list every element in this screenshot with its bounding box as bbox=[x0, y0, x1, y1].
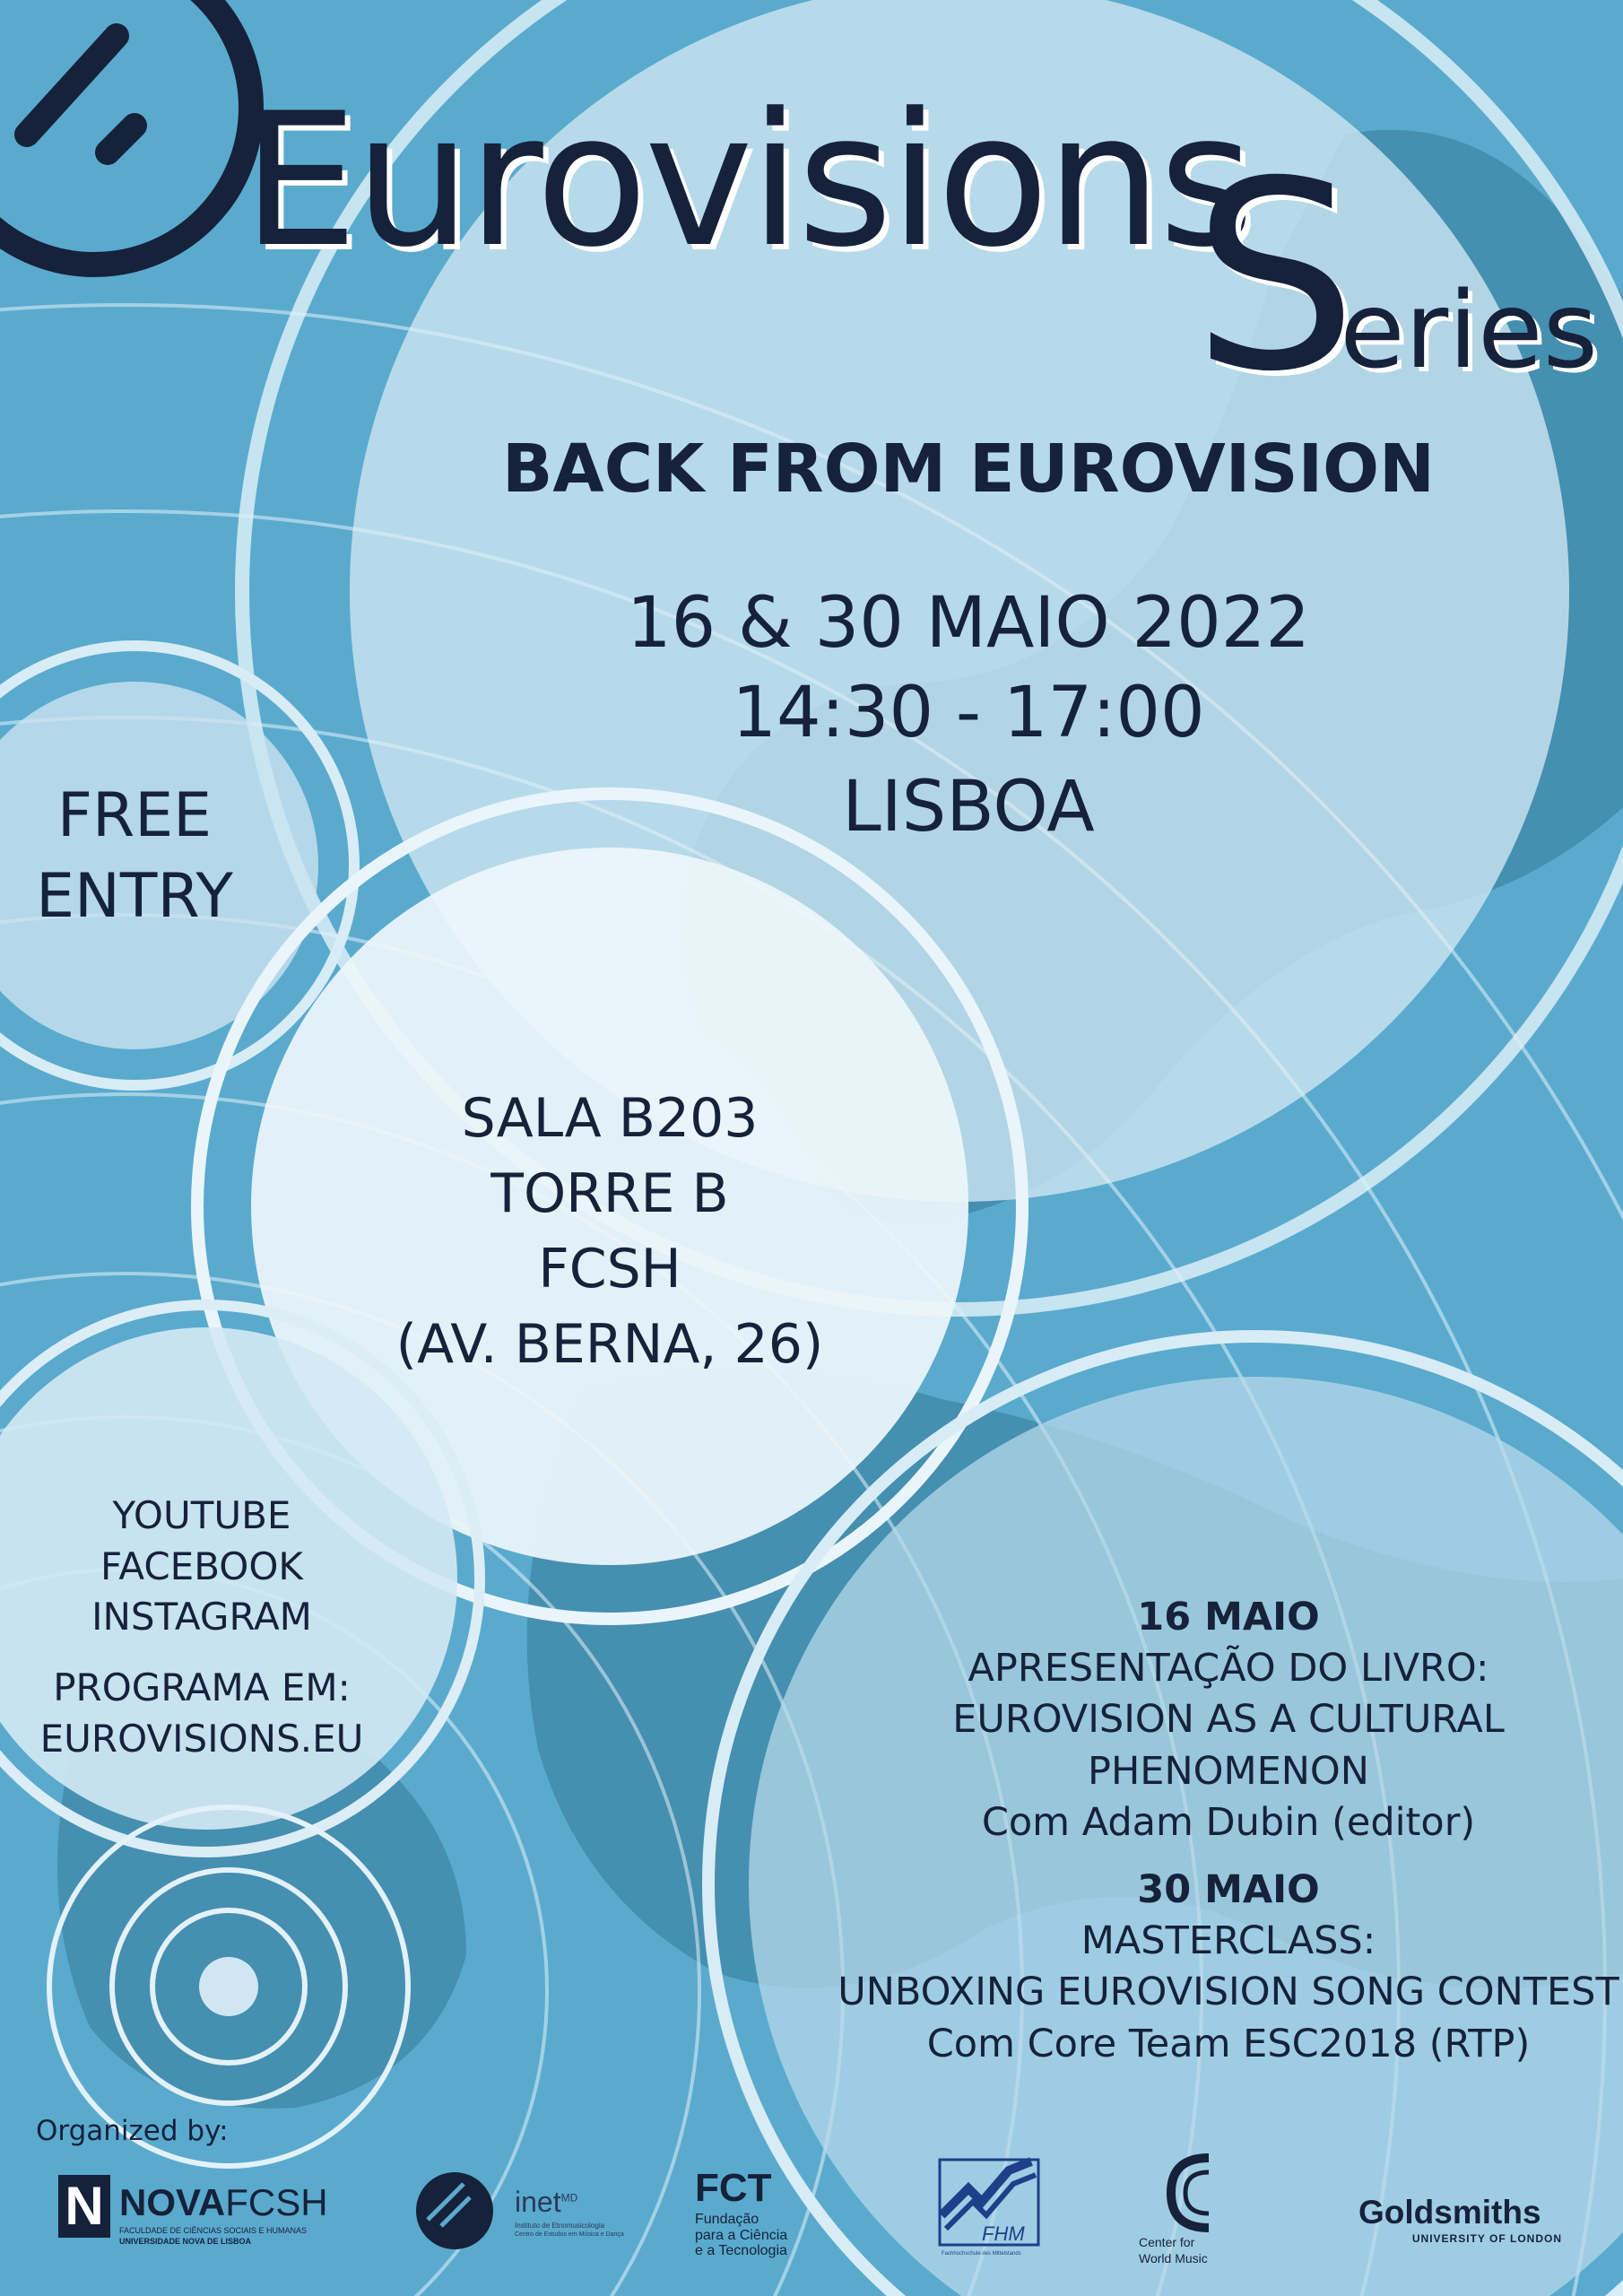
venue-info bbox=[341, 1081, 879, 1382]
eurovisions-logo-mark bbox=[0, 0, 251, 265]
fct-logo[interactable] bbox=[695, 2166, 812, 2267]
nova-fcsh-text: FCSH bbox=[225, 2181, 328, 2223]
goldsmiths-logo[interactable] bbox=[1358, 2196, 1574, 2258]
day1-line4: Com Adam Dubin (editor) bbox=[981, 1799, 1476, 1845]
venue-faculty: FCSH bbox=[538, 1238, 681, 1300]
fhm-text: FHM bbox=[982, 2222, 1025, 2245]
social-links bbox=[0, 1491, 404, 1764]
fct-sub1: Fundação bbox=[695, 2212, 759, 2227]
goldsmiths-text: Goldsmiths bbox=[1358, 2194, 1541, 2231]
title-s: S bbox=[1193, 126, 1358, 429]
program-info bbox=[825, 1592, 1623, 2070]
free-entry bbox=[0, 776, 269, 937]
inet-disc-icon bbox=[414, 2170, 495, 2251]
day2-date: 30 MAIO bbox=[1137, 1866, 1320, 1912]
day2-line2: UNBOXING EUROVISION SONG CONTEST bbox=[838, 1970, 1619, 2015]
social-instagram[interactable]: INSTAGRAM bbox=[91, 1595, 312, 1639]
day1-line3: PHENOMENON bbox=[1088, 1748, 1369, 1794]
nova-n-icon: N bbox=[58, 2175, 110, 2238]
social-facebook[interactable]: FACEBOOK bbox=[100, 1544, 303, 1588]
site-link[interactable]: EUROVISIONS.EU bbox=[39, 1716, 364, 1761]
target-center bbox=[199, 1957, 258, 2016]
venue-address: (AV. BERNA, 26) bbox=[395, 1313, 824, 1376]
venue-room: SALA B203 bbox=[461, 1087, 759, 1150]
fhm-sub: Fachhochschule des Mittelstands bbox=[942, 2251, 1021, 2257]
day2-line3: Com Core Team ESC2018 (RTP) bbox=[926, 2021, 1531, 2066]
social-youtube[interactable]: YOUTUBE bbox=[112, 1493, 291, 1537]
nova-sub2: UNIVERSIDADE NOVA DE LISBOA bbox=[119, 2237, 252, 2246]
nova-text: NOVA bbox=[119, 2181, 226, 2223]
title-eries: eries bbox=[1340, 268, 1599, 392]
programa-label: PROGRAMA EM: bbox=[53, 1665, 351, 1710]
organized-by-label: Organized by: bbox=[36, 2115, 229, 2147]
day1-date: 16 MAIO bbox=[1137, 1595, 1320, 1639]
fct-sub2: para a Ciência bbox=[695, 2227, 788, 2243]
event-dates: 16 & 30 MAIO 2022 bbox=[626, 583, 1311, 664]
free-entry-line2: ENTRY bbox=[36, 860, 233, 932]
inet-md-logo[interactable] bbox=[414, 2166, 629, 2256]
title-word: Eurovisions bbox=[242, 74, 1251, 288]
goldsmiths-sub: UNIVERSITY OF LONDON bbox=[1411, 2232, 1562, 2245]
venue-tower: TORRE B bbox=[490, 1162, 729, 1225]
inet-sub2: Centro de Estudos em Música e Dança bbox=[515, 2231, 624, 2238]
title-series bbox=[1193, 126, 1616, 429]
cwm-line2: World Music bbox=[1139, 2251, 1208, 2266]
event-subtitle: BACK FROM EUROVISION bbox=[502, 430, 1435, 508]
free-entry-line1: FREE bbox=[56, 780, 213, 851]
cwm-bracket-icon bbox=[1164, 2152, 1218, 2233]
day1-line1: APRESENTAÇÃO DO LIVRO: bbox=[968, 1646, 1489, 1692]
inet-text: inet bbox=[515, 2186, 561, 2218]
event-time: 14:30 - 17:00 bbox=[732, 673, 1205, 753]
inet-sup: MD bbox=[560, 2191, 578, 2205]
fct-sub3: e a Tecnologia bbox=[695, 2243, 787, 2259]
nova-sub1: FACULDADE DE CIÊNCIAS SOCIAIS E HUMANAS bbox=[119, 2226, 308, 2235]
day2-line1: MASTERCLASS: bbox=[1081, 1918, 1376, 1964]
cwm-line1: Center for bbox=[1139, 2235, 1195, 2249]
nova-fcsh-logo[interactable] bbox=[58, 2170, 327, 2251]
title-eurovisions bbox=[242, 74, 1251, 288]
inet-sub1: Instituto de Etnomusicologia bbox=[515, 2222, 605, 2230]
fct-text: FCT bbox=[695, 2166, 772, 2210]
center-world-music-logo[interactable] bbox=[1139, 2152, 1264, 2269]
day1-line2: EUROVISION AS A CULTURAL bbox=[952, 1697, 1505, 1743]
fhm-logo[interactable] bbox=[933, 2152, 1049, 2269]
event-city: LISBOA bbox=[842, 767, 1095, 848]
